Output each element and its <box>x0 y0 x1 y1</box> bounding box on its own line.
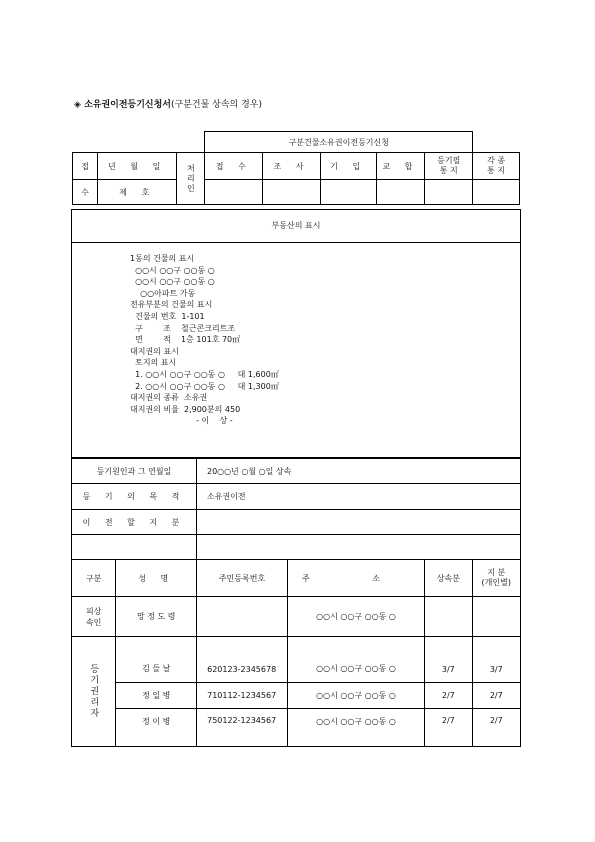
header-portion: 지 분 (개인별) <box>472 560 520 597</box>
heir-share: 2/7 <box>425 709 472 747</box>
property-line: 전유부분의 건물의 표시 <box>130 300 213 310</box>
heir-address: ○○시 ○○구 ○○동 ○ <box>287 709 424 747</box>
share-label: 이 전 할 지 분 <box>72 510 197 535</box>
decedent-share <box>425 597 472 637</box>
heir-id: 710112-1234567 <box>197 683 288 709</box>
heir-name: 정 일 병 <box>116 683 197 709</box>
heir-category: 등기권리자 <box>72 637 116 747</box>
col-various-notice: 각 종 통 지 <box>473 153 520 180</box>
property-line: 대지권의 표시 <box>130 346 179 356</box>
property-line: ○○시 ○○구 ○○동 ○ <box>130 277 215 287</box>
property-lines <box>72 243 520 427</box>
col-inspect: 조 사 <box>263 153 321 180</box>
decedent-name: 망 정 도 령 <box>116 597 197 637</box>
cause-value: 20○○년 ○월 ○일 상속 <box>197 459 521 484</box>
purpose-value: 소유권이전 <box>197 484 521 510</box>
decedent-portion <box>472 597 520 637</box>
col-receipt: 접 수 <box>205 153 263 180</box>
property-line: 대지권의 종류 소유권 <box>130 393 208 403</box>
title-sub: (구분건물 상속의 경우) <box>171 100 263 110</box>
header-name: 성 명 <box>116 560 197 597</box>
blank-label <box>72 535 197 560</box>
col-check: 교 합 <box>376 153 425 180</box>
receipt-table <box>72 131 520 205</box>
header-share: 상속분 <box>425 560 472 597</box>
property-line: 1. ○○시 ○○구 ○○동 ○ 대 1,600㎡ <box>130 369 279 379</box>
heir-portion: 3/7 <box>472 637 520 683</box>
purpose-label: 등 기 의 목 적 <box>72 484 197 510</box>
process-label: 처리인 <box>177 153 205 205</box>
blank-value <box>197 535 521 560</box>
form-title: 구분건물소유권이전등기신청 <box>205 132 473 153</box>
heir-name: 정 이 병 <box>116 709 197 747</box>
parties-table <box>71 559 521 747</box>
header-category: 구분 <box>72 560 116 597</box>
receipt-label: 접 <box>73 153 98 180</box>
heir-id: 750122-1234567 <box>197 709 288 747</box>
property-line: ○○아파트 가동 <box>130 288 196 298</box>
heir-share: 3/7 <box>425 637 472 683</box>
property-line: 토지의 표시 <box>130 358 177 368</box>
decedent-address: ○○시 ○○구 ○○동 ○ <box>287 597 424 637</box>
header-id: 주민등록번호 <box>197 560 288 597</box>
number-label: 제 호 <box>97 180 177 205</box>
col-completion-notice: 등기필 통 지 <box>425 153 473 180</box>
property-heading: 부동산의 표시 <box>72 210 520 243</box>
decedent-id <box>197 597 288 637</box>
property-line: 2. ○○시 ○○구 ○○동 ○ 대 1,300㎡ <box>130 381 279 391</box>
heir-portion: 2/7 <box>472 709 520 747</box>
property-line: 구 조 철근콘크리트조 <box>130 323 236 333</box>
heir-share: 2/7 <box>425 683 472 709</box>
property-line: ○○시 ○○구 ○○동 ○ <box>130 265 215 275</box>
property-line: 면 적 1층 101호 70㎡ <box>130 335 241 345</box>
document-title <box>74 97 262 110</box>
col-entry: 기 입 <box>320 153 376 180</box>
cause-label: 등기원인과 그 연월일 <box>72 459 197 484</box>
date-label: 년 월 일 <box>97 153 177 180</box>
property-line: 건물의 번호 1-101 <box>130 311 205 321</box>
decedent-category: 피상 속인 <box>72 597 116 637</box>
share-value <box>197 510 521 535</box>
heir-portion: 2/7 <box>472 683 520 709</box>
property-line: - 이 상 - <box>130 416 233 426</box>
header-address: 주 소 <box>287 560 424 597</box>
property-line: 대지권의 비율 2,900분의 450 <box>130 404 241 414</box>
heir-name: 김 들 날 <box>116 637 197 683</box>
property-line: 1동의 건물의 표시 <box>130 254 195 263</box>
receipt-label-2: 수 <box>73 180 98 205</box>
registration-table <box>71 458 521 560</box>
diamond-bullet-icon: ◈ <box>74 100 81 110</box>
heir-address: ○○시 ○○구 ○○동 ○ <box>287 637 424 683</box>
title-main: 소유권이전등기신청서 <box>84 100 172 110</box>
property-section <box>71 209 521 458</box>
heir-address: ○○시 ○○구 ○○동 ○ <box>287 683 424 709</box>
heir-id: 620123-2345678 <box>197 637 288 683</box>
